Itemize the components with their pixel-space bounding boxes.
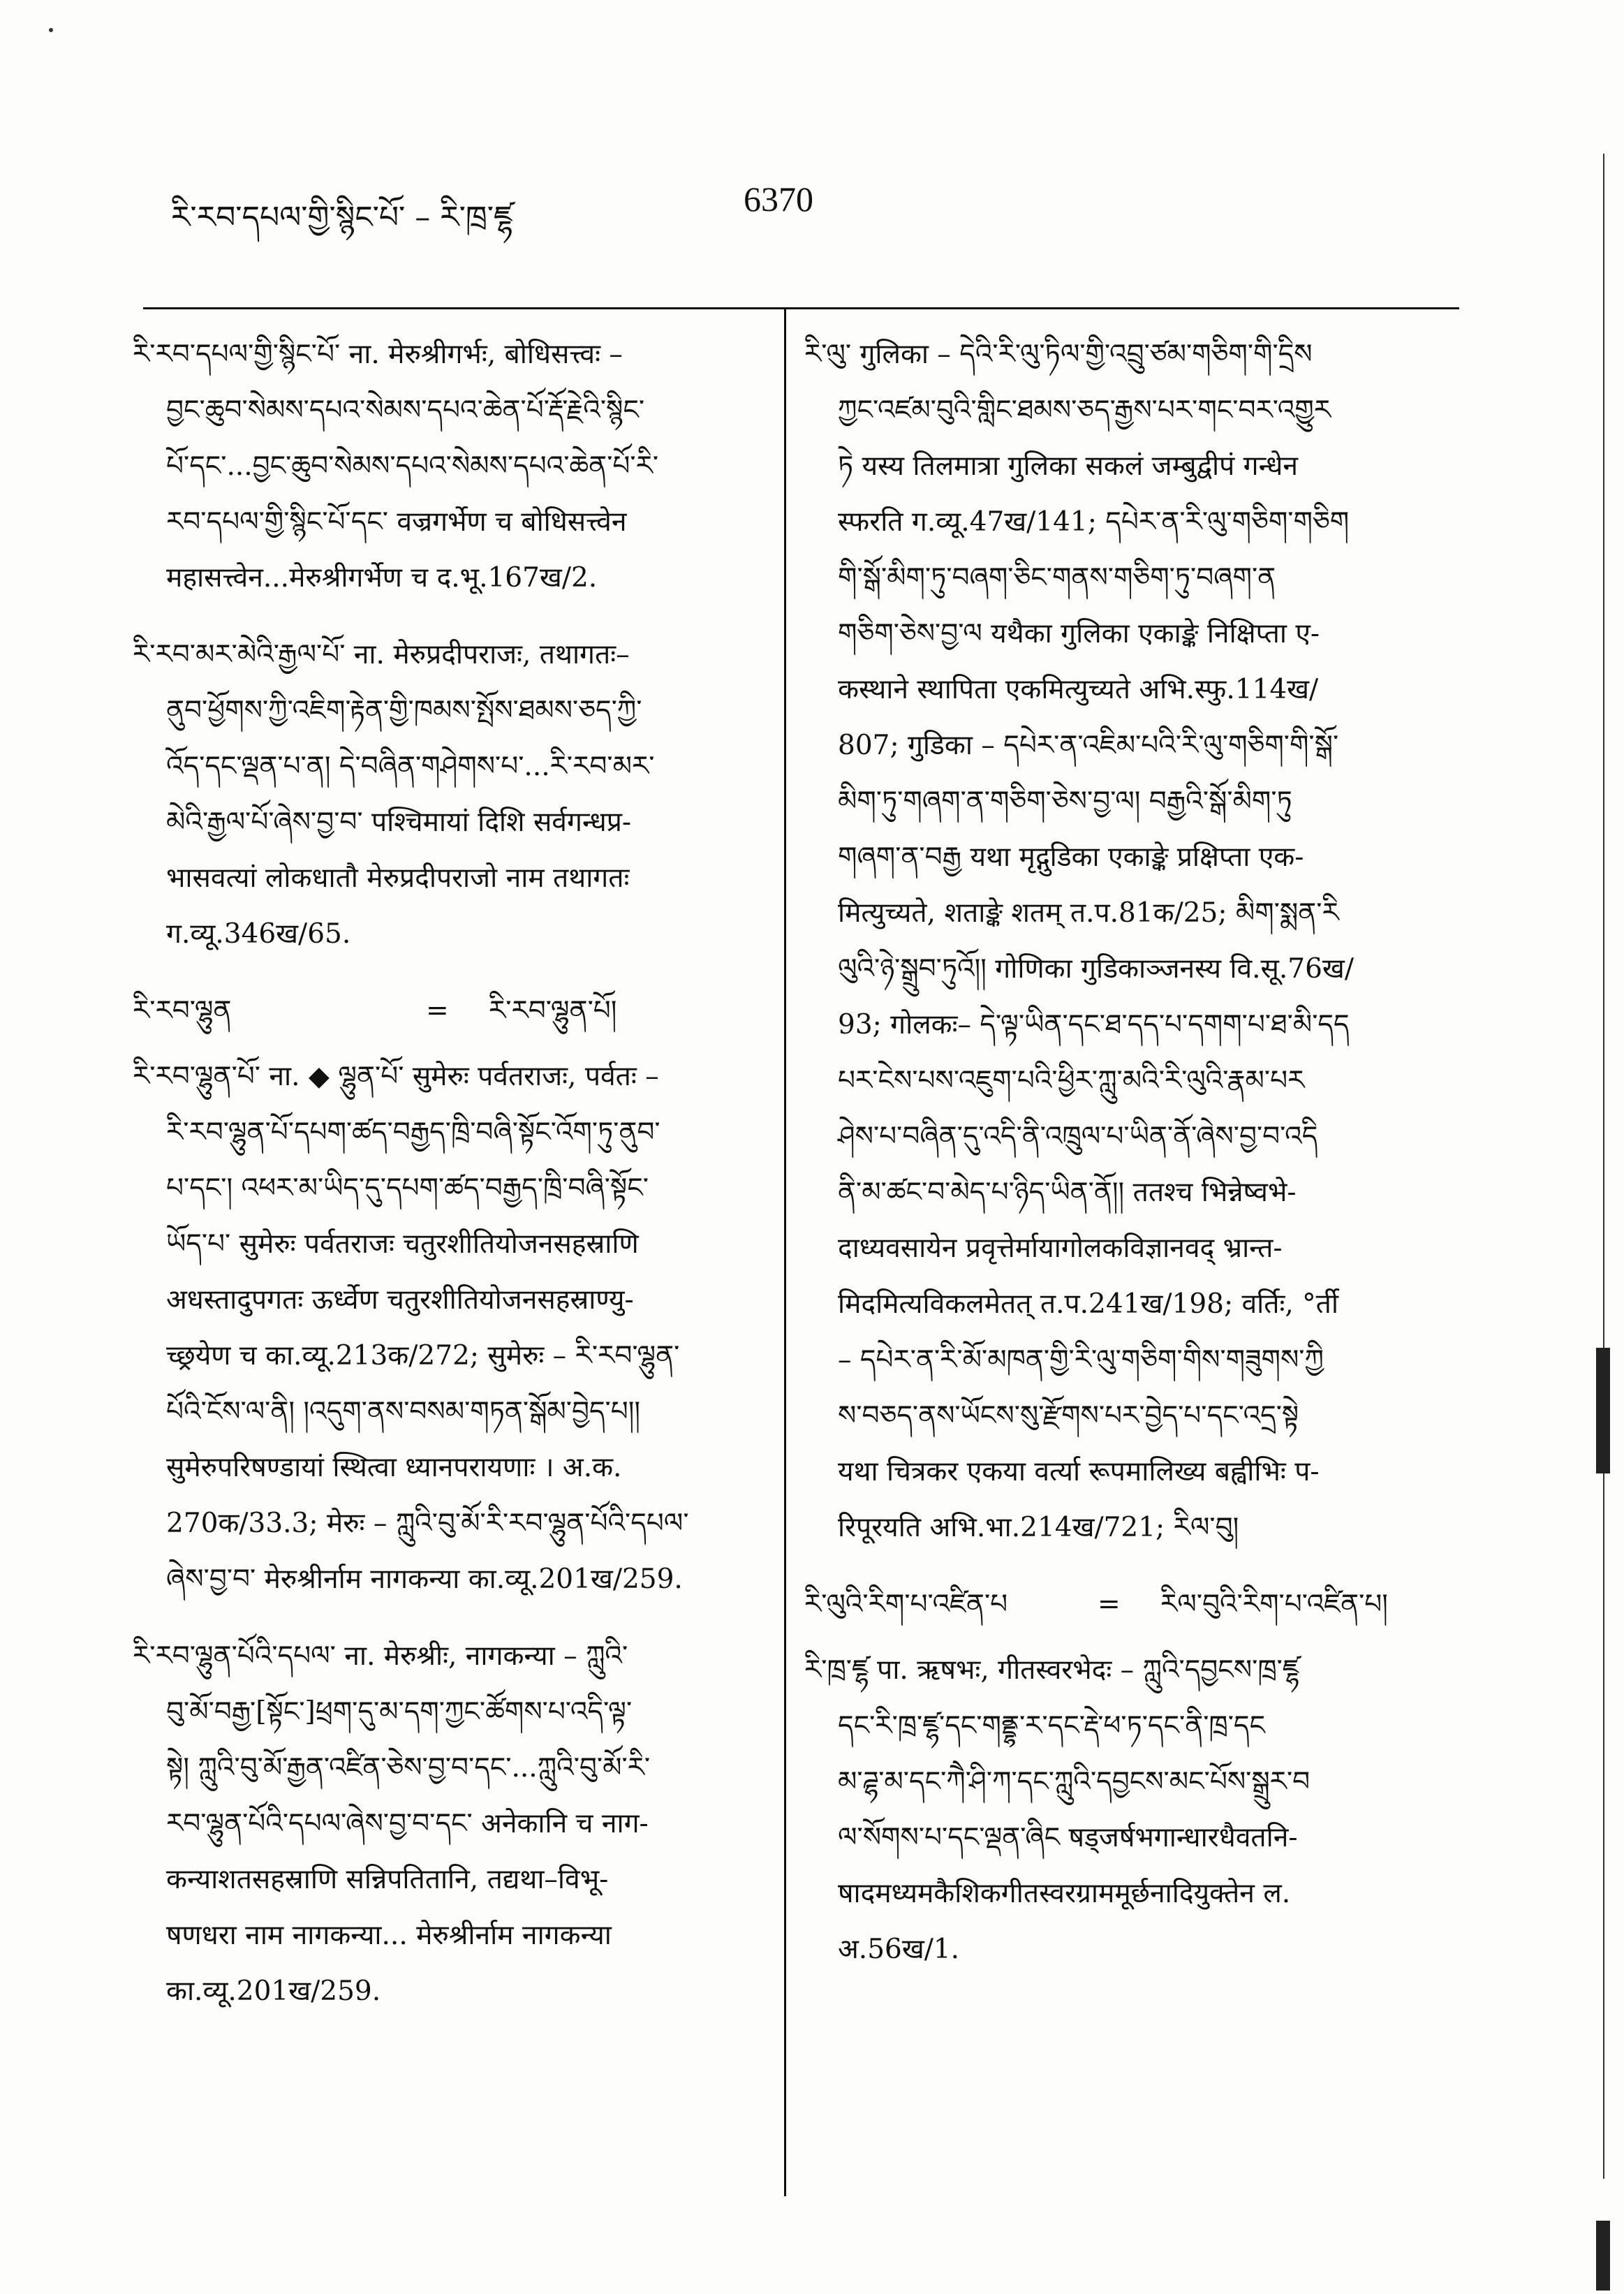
entry-body-line: སྟེ། ཀླུའི་བུ་མོ་རྒྱན་འཛིན་ཅེས་བྱ་བ་དང་...ཀླུའི་བུ་མོ་རི་ bbox=[166, 1752, 651, 1784]
entry-body-line: 270क/33.3; मेरुः – ཀླུའི་བུ་མོ་རི་རབ་ལྷུན་པོའི་དཔལ་ bbox=[166, 1508, 689, 1539]
entry-body-line: अधस्तादुपगतः ऊर्ध्वेण चतुरशीतियोजनसहस्राण्यु- bbox=[166, 1284, 634, 1316]
entry-body-line: ནུབ་ཕྱོགས་ཀྱི་འཇིག་རྟེན་གྱི་ཁམས་སྤོས་ཐམས་ཅད་ཀྱི་ bbox=[166, 695, 642, 726]
dictionary-entry bbox=[133, 1628, 765, 2020]
entry-body-line: ཤེས་པ་བཞིན་དུ་འདི་ནི་འཁྲུལ་པ་ཡིན་ནོ་ཞེས་བྱ་བ་འདི bbox=[838, 1121, 1318, 1152]
dictionary-entry bbox=[133, 1049, 765, 1608]
entry-headword-line: རི་ལུ་ गुलिका – དེའི་རི་ལུ་ཏིལ་གྱི་འབྲུ་ཙམ་གཅིག་གི་དྲིས bbox=[804, 339, 1313, 370]
entry-body-line: ཏེ यस्य तिलमात्रा गुलिका सकलं जम्बुद्वीपं गन्धेन bbox=[838, 450, 1299, 482]
left-column bbox=[133, 327, 765, 2041]
entry-body-line: ས་བཅད་ནས་ཡོངས་སུ་རྫོགས་པར་བྱེད་པ་དང་འདྲ་སྟེ bbox=[838, 1400, 1299, 1432]
xref-target: རི་རབ་ལྷུན་པོ། bbox=[489, 995, 617, 1027]
page-number: 6370 bbox=[744, 179, 813, 219]
entry-body-line: ཀྱང་འཛམ་བུའི་གླིང་ཐམས་ཅད་རྒྱས་པར་གང་བར་འགྱུར bbox=[838, 395, 1331, 426]
entry-body-line: པོ་དང་...བྱང་ཆུབ་སེམས་དཔའ་སེམས་དཔའ་ཆེན་པོ་རི་ bbox=[166, 450, 659, 482]
header-rule bbox=[143, 307, 1459, 309]
right-column bbox=[804, 327, 1431, 1999]
entry-body-line: सुमेरुपरिषण्डायां स्थित्वा ध्यानपरायणाः । अ.क. bbox=[166, 1452, 622, 1483]
entry-body-line: भासवत्यां लोकधातौ मेरुप्रदीपराजो नाम तथागतः bbox=[166, 862, 630, 894]
entry-body-line: अ.56ख/1. bbox=[838, 1934, 960, 1965]
entry-body-line: रिपूरयति अभि.भा.214ख/721; རིལ་བུ། bbox=[838, 1512, 1239, 1543]
xref-equals: = bbox=[1098, 1589, 1121, 1620]
entry-body-line: मिदमित्यविकलमेतत् त.प.241ख/198; वर्तिः, °र्ती bbox=[838, 1288, 1338, 1320]
entry-body-line: च्छ्रयेण च का.व्यू.213क/272; सुमेरुः – རི་རབ་ལྷུན་ bbox=[166, 1340, 680, 1372]
entry-body-line: कस्थाने स्थापिता एकमित्युच्यते अभि.स्फु.114ख/ bbox=[838, 674, 1319, 705]
entry-body-line: 93; गोलकः– དེ་ལྟ་ཡིན་དང་ཐ་དད་པ་དགག་པ་ཐ་མི་དད bbox=[838, 1009, 1350, 1041]
xref-equals: = bbox=[426, 995, 449, 1027]
entry-body-line: གཞག་ན་བརྒྱ यथा मृद्गुडिका एकाङ्के प्रक्षिप्ता एक- bbox=[838, 841, 1304, 873]
xref-target: རིལ་བུའི་རིག་པ་འཛིན་པ། bbox=[1160, 1589, 1388, 1620]
entry-body-line: རབ་དཔལ་གྱི་སྙིང་པོ་དང་ वज्रगर्भेण च बोधिसत्त्वेन bbox=[166, 506, 627, 538]
entry-body-line: པ་དང་། འཕར་མ་ཡིད་དུ་དཔག་ཚད་བརྒྱད་ཁྲི་བཞི་སྟོང་ bbox=[166, 1172, 649, 1204]
entry-body-line: ग.व्यू.346ख/65. bbox=[166, 918, 351, 950]
entry-headword-line: རི་ཁྲ་ཛྷ पा. ऋषभः, गीतस्वरभेदः – ཀླུའི་དབྱངས་ཁྲ་ཛྷ bbox=[804, 1654, 1299, 1686]
page-header bbox=[171, 179, 1498, 235]
entry-body-line: षादमध्यमकैशिकगीतस्वरग्राममूर्छनादियुक्तेन ल. bbox=[838, 1878, 1291, 1909]
entry-body-line: མ་ཌྷ་མ་དང་ཀཻ་ཤི་ཀ་དང་ཀླུའི་དབྱངས་མང་པོས་སྒྲུར་བ bbox=[838, 1766, 1311, 1797]
entry-body-line: ལ་སོགས་པ་དང་ལྡན་ཞིང षड्जर्षभगान्धारधैवतनि- bbox=[838, 1822, 1298, 1853]
entry-body-line: का.व्यू.201ख/259. bbox=[166, 1976, 381, 2007]
entry-body-line: यथा चित्रकर एकया वर्त्या रूपमालिख्य बह्वीभिः प- bbox=[838, 1456, 1320, 1487]
entry-body-line: མེའི་རྒྱལ་པོ་ཞེས་བྱ་བ་ पश्चिमायां दिशि सर्वगन्धप्र- bbox=[166, 807, 632, 838]
entry-body-line: महासत्त्वेन...मेरुश्रीगर्भेण च द.भू.167ख/2. bbox=[166, 562, 598, 594]
entry-body-line: བྱང་ཆུབ་སེམས་དཔའ་སེམས་དཔའ་ཆེན་པོ་རྡོ་རྗེའི་སྙིང་ bbox=[166, 395, 645, 426]
column-divider bbox=[784, 307, 786, 2196]
entry-body-line: ལུའི་ཉེ་སྒྲུབ་ཏུའོ།། गोणिका गुडिकाञ्जनस्य वि.सू.76ख/ bbox=[838, 953, 1354, 985]
binding-mark bbox=[1596, 2221, 1610, 2291]
entry-body-line: གི་སྒོ་མིག་ཏུ་བཞག་ཅིང་གནས་གཅིག་ཏུ་བཞག་ན bbox=[838, 562, 1276, 594]
entry-headword-line: རི་རབ་མར་མེའི་རྒྱལ་པོ་ ना. मेरुप्रदीपराजः, तथागतः– bbox=[133, 639, 630, 670]
xref-headword: རི་རབ་ལྷུན bbox=[133, 995, 232, 1027]
entry-headword-line: རི་རབ་ལྷུན་པོ་ ना. ◆ ལྷུན་པོ་ सुमेरुः पर्वतराजः, पर्वतः – bbox=[133, 1061, 659, 1092]
speck bbox=[49, 28, 53, 32]
entry-body-line: བུ་མོ་བརྒྱ་[སྟོང་]ཕྲག་དུ་མ་དག་ཀྱང་ཚོགས་པ་འདི་ལྟ་ bbox=[166, 1696, 633, 1728]
xref-headword: རི་ལུའི་རིག་པ་འཛིན་པ bbox=[804, 1589, 1008, 1620]
entry-body-line: ཡོད་པ་ सुमेरुः पर्वतराजः चतुरशीतियोजनसहस्राणि bbox=[166, 1228, 639, 1260]
binding-line bbox=[1603, 154, 1604, 2179]
dictionary-entry bbox=[133, 327, 765, 606]
dictionary-entry bbox=[133, 627, 765, 962]
entry-body-line: कन्याशतसहस्राणि सन्निपतितानि, तद्यथा–विभू- bbox=[166, 1864, 609, 1895]
entry-body-line: दाध्यवसायेन प्रवृत्तेर्मायागोलकविज्ञानवद् भ्रान्त- bbox=[838, 1233, 1283, 1264]
entry-body-line: པོའི་ངོས་ལ་ནི། །འདུག་ནས་བསམ་གཏན་སྒོམ་བྱེད་པ།། bbox=[166, 1396, 641, 1427]
entry-body-line: मित्युच्यते, शताङ्के शतम् त.प.81क/25; མིག་སྨན་རི bbox=[838, 897, 1339, 929]
entry-body-line: स्फरति ग.व्यू.47ख/141; དཔེར་ན་རི་ལུ་གཅིག་གཅིག bbox=[838, 506, 1350, 538]
dictionary-entry bbox=[804, 1642, 1431, 1978]
entry-body-line: षणधरा नाम नागकन्या... मेरुश्रीर्नाम नागकन्या bbox=[166, 1920, 612, 1951]
entry-body-line: རབ་ལྷུན་པོའི་དཔལ་ཞེས་བྱ་བ་དང་ अनेकानि च नाग- bbox=[166, 1808, 649, 1839]
entry-body-line: རི་རབ་ལྷུན་པོ་དཔག་ཚད་བརྒྱད་ཁྲི་བཞི་སྟོང་འོག་ཏུ་ནུབ་ bbox=[166, 1117, 660, 1148]
binding-mark bbox=[1596, 1348, 1610, 1473]
entry-body-line: 807; गुडिका – དཔེར་ན་འཇིམ་པའི་རི་ལུ་གཅིག་གི་སྒོ་ bbox=[838, 730, 1339, 761]
entry-body-line: འོད་དང་ལྡན་པ་ན། དེ་བཞིན་གཤེགས་པ་...རི་རབ་མར་ bbox=[166, 751, 655, 782]
dictionary-entry bbox=[804, 327, 1431, 1556]
entry-headword-line: རི་རབ་ལྷུན་པོའི་དཔལ་ ना. मेरुश्रीः, नागकन्या – ཀླུའི་ bbox=[133, 1640, 628, 1672]
entry-body-line: པར་ངེས་པས་འཇུག་པའི་ཕྱིར་ཀླུ་མའི་རི་ལུའི་རྣམ་པར bbox=[838, 1065, 1305, 1096]
entry-body-line: མིག་ཏུ་གཞག་ན་གཅིག་ཅེས་བྱ་ལ། བརྒྱའི་སྒོ་མིག་ཏུ bbox=[838, 786, 1292, 817]
running-head: རི་རབ་དཔལ་གྱི་སྙིང་པོ་ – རི་ཁྲ་ཛྷ bbox=[171, 200, 512, 235]
cross-reference bbox=[804, 1577, 1431, 1633]
entry-body-line: དང་རི་ཁྲ་ཛྷ་དང་གནྡྷ་ར་དང་རྡེ་ཕ་ཏ་དང་ནི་ཁྲ་དང bbox=[838, 1710, 1265, 1742]
cross-reference bbox=[133, 983, 765, 1039]
entry-body-line: གཅིག་ཅེས་བྱ་ལ यथैका गुलिका एकाङ्के निक्षिप्ता ए- bbox=[838, 618, 1320, 649]
entry-body-line: ཞེས་བྱ་བ་ मेरुश्रीर्नाम नागकन्या का.व्यू.201ख/259. bbox=[166, 1564, 683, 1595]
entry-body-line: ནི་མ་ཚང་བ་མེད་པ་ཉིད་ཡིན་ནོ།། ततश्च भिन्नेष्वभे- bbox=[838, 1177, 1297, 1208]
book-binding-edge bbox=[1575, 140, 1624, 2294]
entry-headword-line: རི་རབ་དཔལ་གྱི་སྙིང་པོ་ ना. मेरुश्रीगर्भः, बोधिसत्त्वः – bbox=[133, 339, 623, 370]
entry-body-line: – དཔེར་ན་རི་མོ་མཁན་གྱི་རི་ལུ་གཅིག་གིས་གཟུགས་ཀྱི bbox=[838, 1344, 1324, 1376]
